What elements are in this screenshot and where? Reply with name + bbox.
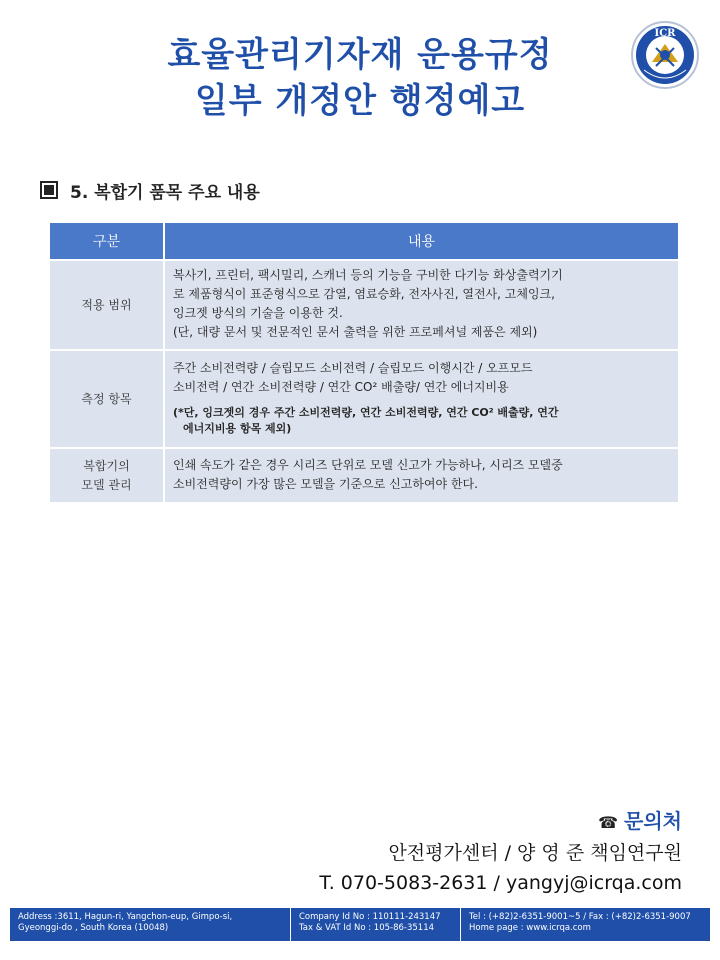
content-line: 로 제품형식이 표준형식으로 감열, 염료승화, 전자사진, 열전사, 고체잉크, [173, 287, 555, 301]
icr-logo [630, 20, 700, 90]
content-line: 복사기, 프린터, 팩시밀리, 스캐너 등의 기능을 구비한 다기능 화상출력기기 [173, 268, 563, 282]
content-line: 주간 소비전력량 / 슬립모드 소비전력 / 슬립모드 이행시간 / 오프모드 [173, 361, 533, 375]
footer-tax-id: Tax & VAT Id No : 105-86-35114 [299, 923, 435, 933]
header-category: 구분 [50, 223, 164, 260]
footer-address-line: Address :3611, Hagun-ri, Yangchon-eup, Gimpo-si, [18, 912, 233, 922]
contact-heading [319, 806, 682, 838]
footer-address [10, 908, 290, 941]
note-line: (*단, 잉크젯의 경우 주간 소비전력량, 연간 소비전력량, 연간 CO² 배출량, 연간 [173, 406, 559, 419]
title-line-2: 일부 개정안 행정예고 [194, 81, 526, 121]
content-line: (단, 대량 문서 및 전문적인 문서 출력을 위한 프로페셔널 제품은 제외) [173, 325, 538, 339]
contact-heading-text: 문의처 [624, 809, 682, 833]
square-bullet-icon [40, 181, 58, 199]
table-row-scope [50, 260, 678, 350]
section-heading [40, 176, 260, 204]
logo-text: ICR [654, 28, 676, 39]
header-content: 내용 [164, 223, 678, 260]
content-line: 소비전력 / 연간 소비전력량 / 연간 CO² 배출량/ 연간 에너지비용 [173, 380, 509, 394]
footer-address-line: Gyeonggi-do , South Korea (10048) [18, 923, 169, 933]
footer-homepage-link[interactable]: Home page : www.icrqa.com [469, 923, 591, 933]
title-line-1: 효율관리기자재 운용규정 [167, 35, 553, 75]
contact-phone-email[interactable]: T. 070-5083-2631 / yangyj@icrqa.com [319, 872, 682, 894]
row-label-line: 복합기의 [83, 458, 130, 473]
row-content [164, 350, 678, 448]
row-label: 측정 항목 [50, 350, 164, 448]
row-label [50, 448, 164, 502]
footer-tel: Tel : (+82)2-6351-9001~5 / Fax : (+82)2-6351-9007 [469, 912, 691, 922]
telephone-icon: ☎ [598, 813, 619, 832]
row-label: 적용 범위 [50, 260, 164, 350]
exception-note [173, 405, 670, 437]
row-content [164, 448, 678, 502]
note-line: 에너지비용 항목 제외) [183, 422, 292, 435]
page-title [0, 32, 720, 124]
footer-company-id: Company Id No : 110111-243147 [299, 912, 441, 922]
section-title: 5. 복합기 품목 주요 내용 [70, 182, 260, 203]
product-info-table [50, 223, 678, 502]
contact-person: 안전평가센터 / 양 영 준 책임연구원 [388, 842, 682, 864]
row-label-line: 모델 관리 [81, 477, 132, 492]
table-header-row [50, 223, 678, 260]
footer-contact [460, 908, 710, 941]
footer-bar [10, 908, 710, 941]
content-line: 잉크젯 방식의 기술을 이용한 것. [173, 306, 343, 320]
content-line: 인쇄 속도가 같은 경우 시리즈 단위로 모델 신고가 가능하나, 시리즈 모델중 [173, 457, 563, 472]
contact-block [319, 806, 682, 898]
footer-ids [290, 908, 460, 941]
table-row-model-management [50, 448, 678, 502]
content-line: 소비전력량이 가장 많은 모델을 기준으로 신고하여야 한다. [173, 476, 478, 491]
row-content [164, 260, 678, 350]
table-row-measurement [50, 350, 678, 448]
